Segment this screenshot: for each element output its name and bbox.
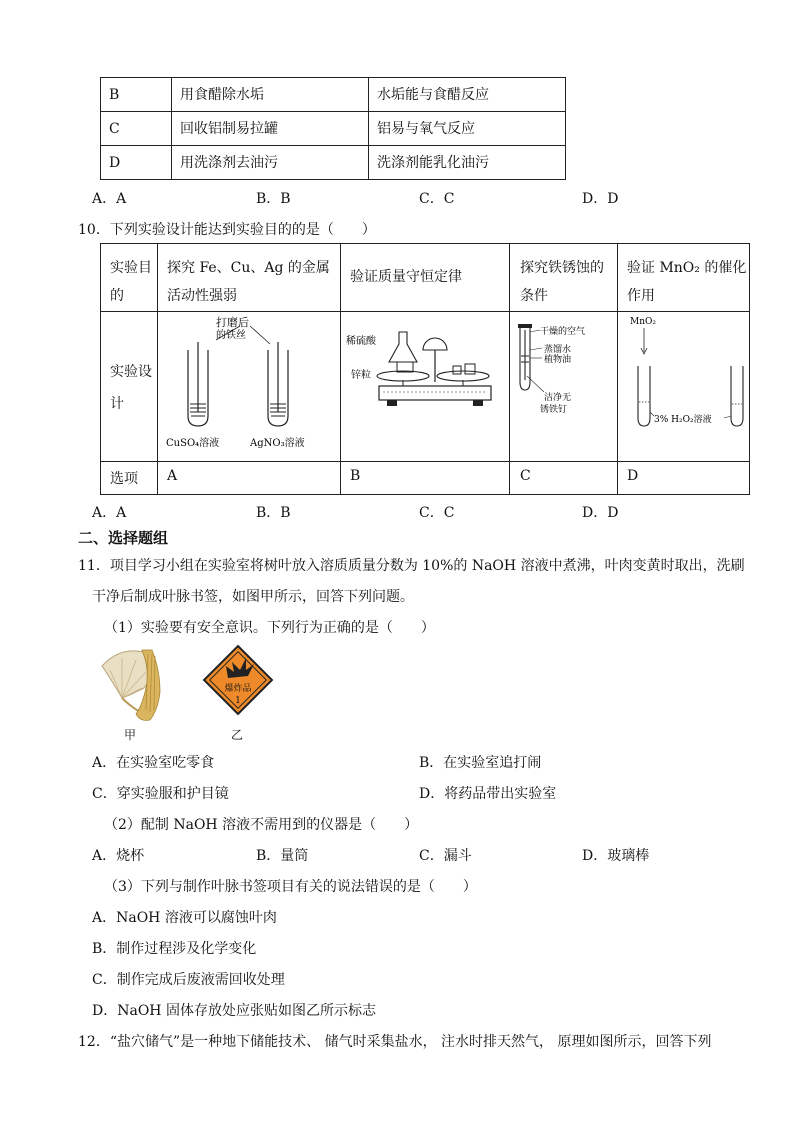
purpose-d-line1: 验证 MnO₂ 的催化 <box>627 260 747 276</box>
question-11-sub-1: （1）实验要有安全意识。下列行为正确的是（ ） <box>104 620 435 636</box>
sign-label: 爆炸品 <box>224 684 252 694</box>
option-c[interactable]: C．C <box>419 505 455 521</box>
label-iron-wire: 的铁丝 <box>216 330 246 341</box>
option-a[interactable]: A．在实验室吃零食 <box>92 755 215 771</box>
option-c[interactable]: C．漏斗 <box>419 848 472 864</box>
table-row <box>101 78 566 112</box>
option-a[interactable]: A．A <box>92 191 127 207</box>
purpose-c-line2: 条件 <box>520 288 548 304</box>
option-cell-a: A <box>167 468 178 484</box>
question-12-stem: 12．“盐穴储气”是一种地下储能技术、 储气时采集盐水， 注水时排天然气， 原理如图所示，回答下列 <box>78 1034 712 1050</box>
label-cuso4: CuSO₄溶液 <box>166 438 220 449</box>
option-a[interactable]: A．A <box>92 505 127 521</box>
option-b[interactable]: B．制作过程涉及化学变化 <box>92 941 257 957</box>
purpose-d-line2: 作用 <box>627 288 655 304</box>
table-cell: B <box>101 78 172 112</box>
table-cell: 用食醋除水垢 <box>172 78 369 112</box>
table-cell: C <box>101 112 172 146</box>
leaf-bookmark-image <box>92 640 182 730</box>
purpose-a-line1: 探究 Fe、Cu、Ag 的金属 <box>167 260 330 276</box>
option-row-label: 选项 <box>110 471 138 487</box>
option-c[interactable]: C．穿实验服和护目镜 <box>92 786 229 802</box>
option-cell-c: C <box>520 468 531 484</box>
table-row <box>101 146 566 180</box>
label-distilled-water: 蒸馏水 <box>544 345 572 355</box>
q10-table <box>100 243 750 495</box>
diagram-b-balance <box>341 312 509 460</box>
label-dry-air: 干燥的空气 <box>540 327 586 337</box>
image-label-jia: 甲 <box>124 728 137 742</box>
option-b[interactable]: B．量筒 <box>256 848 309 864</box>
option-b[interactable]: B．B <box>256 505 291 521</box>
label-rustfree-nail: 锈铁钉 <box>540 405 568 415</box>
option-cell-d: D <box>627 468 639 484</box>
explosive-warning-sign <box>198 640 278 720</box>
diagram-c-rusting <box>510 312 617 460</box>
sign-number: 1 <box>235 696 241 706</box>
question-11-sub-3: （3）下列与制作叶脉书签项目有关的说法错误的是（ ） <box>104 879 477 895</box>
option-b[interactable]: B．B <box>256 191 291 207</box>
section-heading: 二、选择题组 <box>78 529 169 547</box>
label-plant-oil: 植物油 <box>544 355 572 365</box>
table-row <box>101 112 566 146</box>
label-zinc: 锌粒 <box>351 370 371 381</box>
purpose-label-2: 的 <box>110 288 124 304</box>
question-11-stem-1: 11．项目学习小组在实验室将树叶放入溶质质量分数为 10%的 NaOH 溶液中煮沸，叶肉变黄时取出，洗刷 <box>78 558 745 574</box>
option-d[interactable]: D．将药品带出实验室 <box>419 786 557 802</box>
table-cell: 回收铝制易拉罐 <box>172 112 369 146</box>
option-c[interactable]: C．制作完成后废液需回收处理 <box>92 972 285 988</box>
design-label-2: 计 <box>110 396 124 412</box>
option-d[interactable]: D．玻璃棒 <box>582 848 650 864</box>
option-b[interactable]: B．在实验室追打闹 <box>419 755 542 771</box>
purpose-c-line1: 探究铁锈蚀的 <box>520 260 604 276</box>
image-label-yi: 乙 <box>231 728 244 742</box>
table-cell: 洗涤剂能乳化油污 <box>369 146 566 180</box>
option-a[interactable]: A．烧杯 <box>92 848 145 864</box>
question-11-sub-2: （2）配制 NaOH 溶液不需用到的仪器是（ ） <box>104 817 419 833</box>
option-d[interactable]: D．D <box>582 191 619 207</box>
label-clean-nail: 洁净无 <box>544 393 572 403</box>
design-label-1: 实验设 <box>110 364 152 380</box>
table-cell: 用洗涤剂去油污 <box>172 146 369 180</box>
option-a[interactable]: A．NaOH 溶液可以腐蚀叶肉 <box>92 910 277 926</box>
table-cell: D <box>101 146 172 180</box>
option-d[interactable]: D．NaOH 固体存放处应张贴如图乙所示标志 <box>92 1003 376 1019</box>
table-cell: 水垢能与食醋反应 <box>369 78 566 112</box>
diagram-a-test-tubes <box>158 312 340 460</box>
diagram-d-catalyst <box>618 312 749 460</box>
purpose-label-1: 实验目 <box>110 260 152 276</box>
question-10-stem: 10．下列实验设计能达到实验目的的是（ ） <box>78 222 376 238</box>
label-h2o2: 3% H₂O₂溶液 <box>654 415 712 425</box>
table-cell: 铝易与氧气反应 <box>369 112 566 146</box>
purpose-b: 验证质量守恒定律 <box>350 269 462 285</box>
question-11-stem-2: 干净后制成叶脉书签，如图甲所示，回答下列问题。 <box>92 589 414 605</box>
label-mno2: MnO₂ <box>630 317 656 327</box>
label-polished: 打磨后 <box>216 316 249 329</box>
option-d[interactable]: D．D <box>582 505 619 521</box>
label-dilute-acid: 稀硫酸 <box>346 336 376 347</box>
option-cell-b: B <box>350 468 361 484</box>
purpose-a-line2: 活动性强弱 <box>167 288 237 304</box>
q9-table <box>100 77 566 180</box>
option-c[interactable]: C．C <box>419 191 455 207</box>
label-agno3: AgNO₃溶液 <box>250 438 305 449</box>
